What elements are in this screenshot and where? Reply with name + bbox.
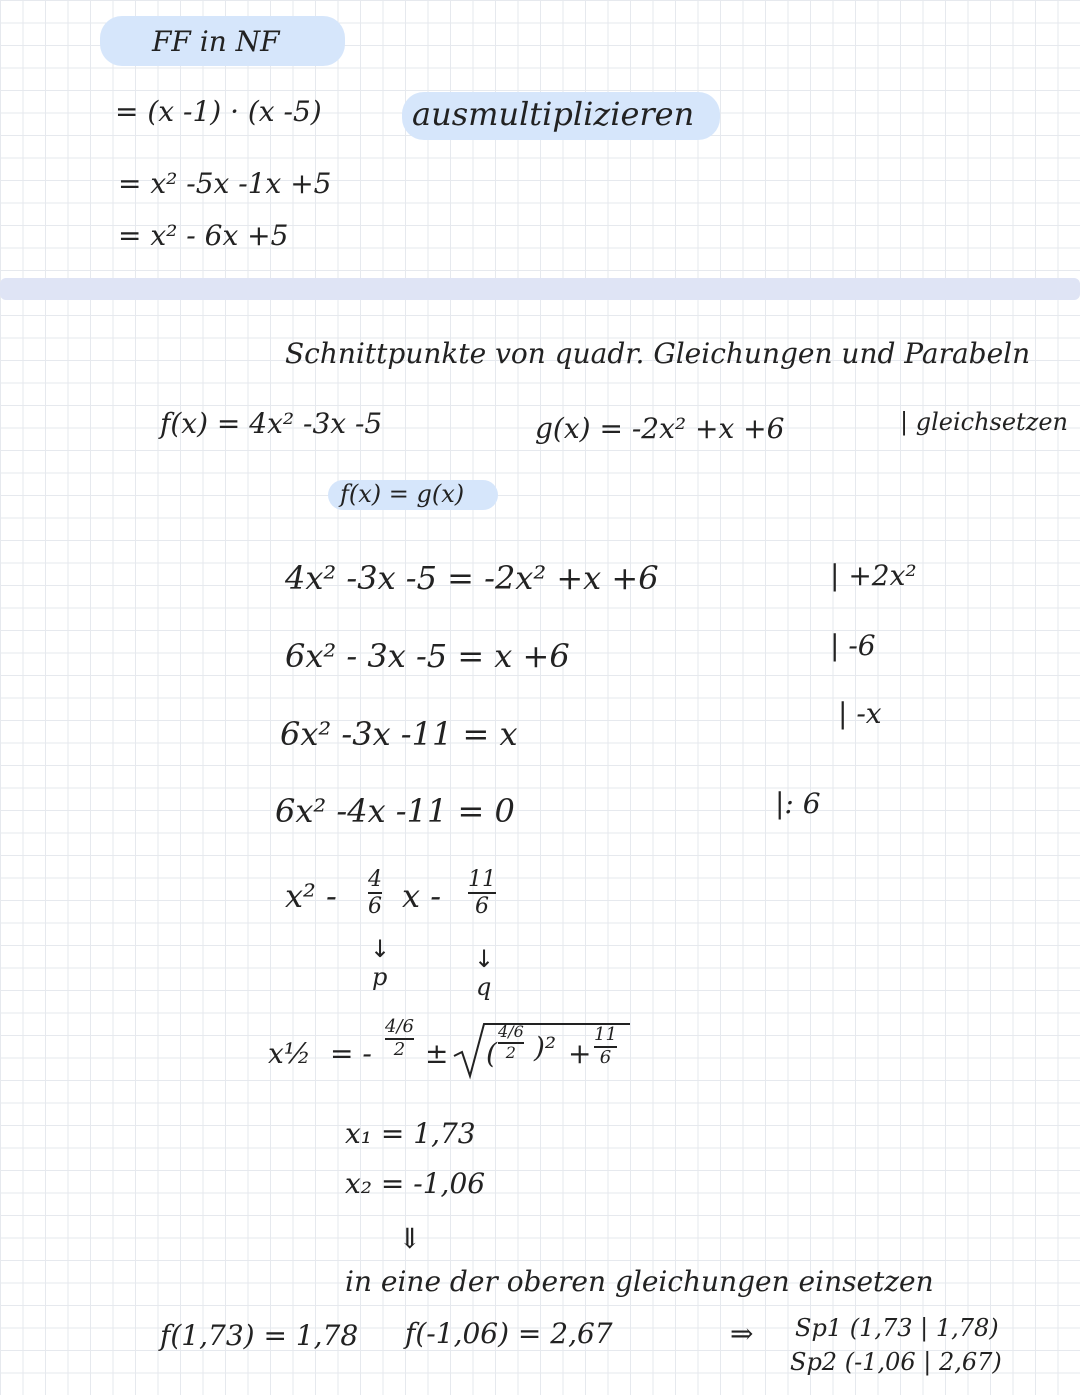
intersection-point-1: Sp1 (1,73 | 1,78)	[795, 1314, 999, 1342]
double-arrow-down-icon: ⇓	[398, 1222, 422, 1255]
equation-1: 4x² -3x -5 = -2x² +x +6	[285, 559, 659, 597]
fraction-q-den: 6	[475, 894, 489, 920]
paren-close-squared: )²	[534, 1031, 557, 1064]
pq-fraction-1-num: 4/6	[385, 1016, 414, 1037]
section-heading: Schnittpunkte von quadr. Gleichungen und Parabeln	[285, 337, 1031, 370]
implies-icon: ⇒	[730, 1317, 754, 1350]
pq-plus: +	[568, 1037, 592, 1070]
pq-lhs: = -	[330, 1037, 372, 1070]
section-divider	[0, 278, 1080, 300]
equation-2: 6x² - 3x -5 = x +6	[285, 637, 570, 675]
equate-label: f(x) = g(x)	[340, 480, 465, 508]
solution-x2: x₂ = -1,06	[345, 1167, 486, 1200]
plus-minus-sign: ±	[425, 1037, 449, 1070]
p-label: p	[372, 963, 388, 991]
insert-note: in eine der oberen gleichungen einsetzen	[345, 1265, 934, 1298]
q-label: q	[476, 973, 492, 1001]
expand-line-1: = (x -1) · (x -5)	[115, 95, 322, 128]
fraction-q	[468, 868, 496, 918]
pq-fraction-2-num: 4/6	[498, 1022, 524, 1041]
f-at-x2: f(-1,06) = 2,67	[405, 1317, 613, 1350]
arrow-down-icon: ↓	[370, 935, 391, 963]
step-note-equate: | gleichsetzen	[900, 408, 1068, 436]
operation-4: |: 6	[775, 787, 821, 820]
pq-fraction-1	[385, 1018, 414, 1060]
x12-label: x½	[268, 1037, 311, 1070]
f-at-x1: f(1,73) = 1,78	[160, 1319, 359, 1352]
f-definition: f(x) = 4x² -3x -5	[160, 407, 383, 440]
pq-fraction-2	[498, 1024, 524, 1062]
pq-fraction-3	[594, 1026, 617, 1068]
expand-line-3: = x² - 6x +5	[118, 219, 289, 252]
fraction-q-num: 11	[468, 867, 496, 892]
equation-3: 6x² -3x -11 = x	[280, 715, 518, 753]
pq-fraction-1-den: 2	[393, 1038, 406, 1060]
pq-fraction-2-den: 2	[505, 1042, 516, 1062]
operation-1: | +2x²	[830, 559, 917, 592]
fraction-p-den: 6	[368, 894, 382, 920]
expand-note: ausmultiplizieren	[412, 95, 695, 133]
equation-5-lead: x² -	[285, 877, 337, 915]
g-definition: g(x) = -2x² +x +6	[535, 412, 785, 445]
arrow-down-icon: ↓	[474, 945, 495, 973]
pq-fraction-3-den: 6	[599, 1046, 612, 1068]
equation-4: 6x² -4x -11 = 0	[275, 792, 515, 830]
fraction-p-num: 4	[368, 867, 382, 892]
operation-3: | -x	[838, 697, 882, 730]
solution-x1: x₁ = 1,73	[345, 1117, 476, 1150]
operation-2: | -6	[830, 629, 876, 662]
paren-open: (	[486, 1037, 497, 1070]
intersection-point-2: Sp2 (-1,06 | 2,67)	[790, 1348, 1002, 1376]
expand-line-2: = x² -5x -1x +5	[118, 167, 332, 200]
pq-fraction-3-num: 11	[594, 1024, 617, 1045]
fraction-p	[368, 868, 382, 918]
equation-5-mid: x -	[402, 877, 442, 915]
section-title: FF in NF	[152, 25, 280, 58]
